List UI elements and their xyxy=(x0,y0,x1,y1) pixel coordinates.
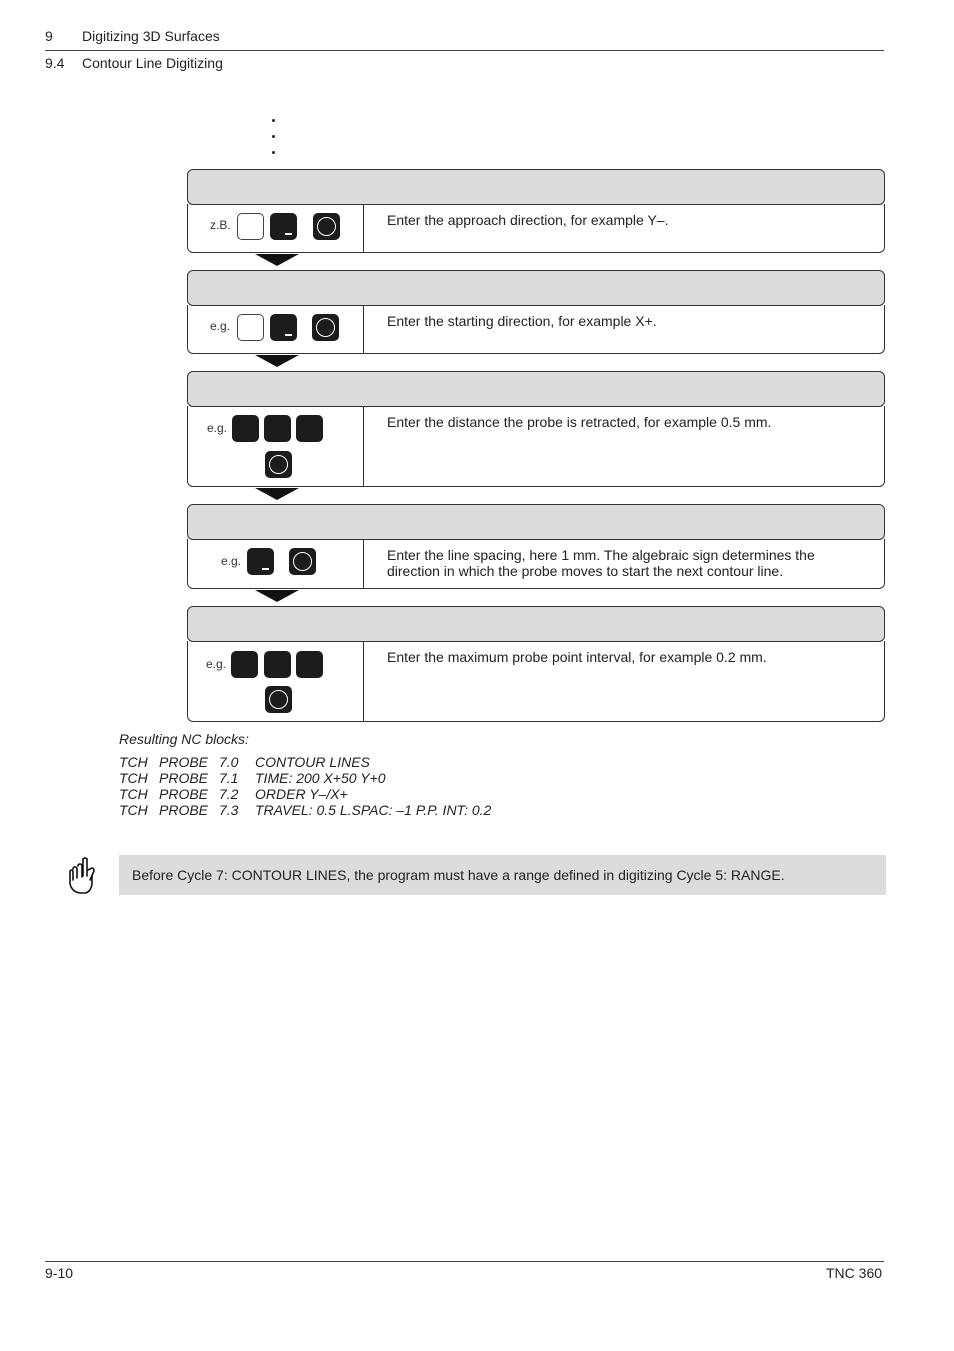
key-sequence xyxy=(188,305,364,353)
nc-cell: TRAVEL: 0.5 L.SPAC: –1 P.P. INT: 0.2 xyxy=(255,802,492,818)
pointing-hand-icon xyxy=(66,856,96,896)
axis-key[interactable] xyxy=(237,314,264,341)
nc-blocks-heading: Resulting NC blocks: xyxy=(119,731,249,747)
digit-key[interactable] xyxy=(232,415,259,442)
digit-key[interactable] xyxy=(264,651,291,678)
chapter-number: 9 xyxy=(45,28,53,44)
minus-key[interactable] xyxy=(247,548,274,575)
nc-cell: 7.0 xyxy=(219,754,239,770)
enter-key[interactable] xyxy=(289,548,316,575)
section-title: Contour Line Digitizing xyxy=(82,55,223,71)
key-sequence xyxy=(188,641,364,721)
digit-key[interactable] xyxy=(231,651,258,678)
flow-arrow-down-icon xyxy=(255,254,299,266)
dialog-step-retract-distance xyxy=(187,371,885,487)
dialog-step-starting-direction xyxy=(187,270,885,354)
footer-rule xyxy=(45,1261,884,1262)
example-label: e.g. xyxy=(221,554,242,568)
description-line: Enter the line spacing, here 1 mm. The algebraic sign determines the xyxy=(387,547,815,563)
flow-arrow-down-icon xyxy=(255,488,299,500)
chapter-title: Digitizing 3D Surfaces xyxy=(82,28,220,44)
nc-cell: PROBE xyxy=(159,770,209,786)
step-description: Enter the distance the probe is retracted, for example 0.5 mm. xyxy=(387,414,772,430)
section-number: 9.4 xyxy=(45,55,65,71)
note-box xyxy=(119,855,886,895)
dialog-prompt-bar xyxy=(187,371,885,407)
example-label: e.g. xyxy=(210,319,231,333)
key-sequence xyxy=(188,406,364,486)
dialog-prompt-bar xyxy=(187,504,885,540)
dialog-prompt-bar xyxy=(187,169,885,205)
example-label: e.g. xyxy=(207,421,228,435)
step-description xyxy=(387,547,857,579)
nc-cell: 7.2 xyxy=(219,786,239,802)
dialog-prompt-bar xyxy=(187,270,885,306)
nc-cell: CONTOUR LINES xyxy=(255,754,370,770)
header-rule xyxy=(45,50,884,51)
nc-cell: TIME: 200 X+50 Y+0 xyxy=(255,770,386,786)
enter-key[interactable] xyxy=(312,314,339,341)
nc-cell: 7.1 xyxy=(219,770,239,786)
dialog-step-approach-direction xyxy=(187,169,885,253)
nc-cell: TCH xyxy=(119,754,148,770)
axis-key[interactable] xyxy=(237,213,264,240)
example-label: e.g. xyxy=(206,657,227,671)
nc-cell: PROBE xyxy=(159,754,209,770)
minus-key[interactable] xyxy=(270,213,297,240)
step-description: Enter the maximum probe point interval, for example 0.2 mm. xyxy=(387,649,767,665)
digit-key[interactable] xyxy=(296,651,323,678)
step-description: Enter the starting direction, for example X+. xyxy=(387,313,657,329)
dialog-step-point-interval xyxy=(187,606,885,722)
nc-cell: TCH xyxy=(119,786,148,802)
flow-arrow-down-icon xyxy=(255,355,299,367)
nc-cell: ORDER Y–/X+ xyxy=(255,786,348,802)
product-name: TNC 360 xyxy=(826,1265,883,1281)
enter-key[interactable] xyxy=(313,213,340,240)
dialog-prompt-bar xyxy=(187,606,885,642)
nc-cell: 7.3 xyxy=(219,802,239,818)
step-description: Enter the approach direction, for example Y–. xyxy=(387,212,669,228)
nc-cell: TCH xyxy=(119,802,148,818)
minus-key[interactable] xyxy=(270,314,297,341)
continuation-dots xyxy=(272,119,276,167)
page-number: 9-10 xyxy=(45,1265,74,1281)
enter-key[interactable] xyxy=(265,451,292,478)
nc-cell: PROBE xyxy=(159,786,209,802)
example-label: z.B. xyxy=(210,218,231,232)
note-text: Before Cycle 7: CONTOUR LINES, the program must have a range defined in digitizing Cycle 5: RANGE. xyxy=(132,867,785,883)
key-sequence xyxy=(188,539,364,588)
description-line: direction in which the probe moves to start the next contour line. xyxy=(387,563,784,579)
enter-key[interactable] xyxy=(265,686,292,713)
nc-cell: PROBE xyxy=(159,802,209,818)
flow-arrow-down-icon xyxy=(255,590,299,602)
digit-key[interactable] xyxy=(296,415,323,442)
nc-cell: TCH xyxy=(119,770,148,786)
key-sequence xyxy=(188,204,364,252)
digit-key[interactable] xyxy=(264,415,291,442)
dialog-step-line-spacing xyxy=(187,504,885,589)
